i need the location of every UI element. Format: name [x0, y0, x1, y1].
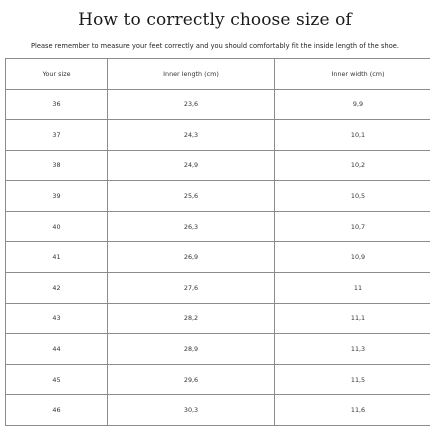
size-cell: 38 — [6, 150, 108, 181]
inner-length-cell: 26,9 — [108, 242, 275, 273]
inner-length-cell: 28,9 — [108, 334, 275, 365]
measurement-note: Please remember to measure your feet correctly and you should comfortably fit the inside length of the shoe. — [30, 42, 400, 50]
table-row — [6, 364, 430, 395]
table-row — [6, 211, 430, 242]
inner-width-cell: 10,9 — [275, 242, 430, 273]
inner-length-cell: 24,9 — [108, 150, 275, 181]
inner-width-cell: 11,1 — [275, 303, 430, 334]
size-cell: 42 — [6, 273, 108, 304]
inner-width-cell: 10,2 — [275, 150, 430, 181]
size-cell: 45 — [6, 364, 108, 395]
table-row — [6, 242, 430, 273]
table-row — [6, 181, 430, 212]
table-row — [6, 120, 430, 151]
inner-length-cell: 26,3 — [108, 211, 275, 242]
size-cell: 41 — [6, 242, 108, 273]
page-title: How to correctly choose size of — [78, 10, 352, 30]
size-cell: 39 — [6, 181, 108, 212]
column-header-inner-length: Inner length (cm) — [108, 59, 275, 90]
inner-length-cell: 29,6 — [108, 364, 275, 395]
inner-length-cell: 30,3 — [108, 395, 275, 426]
inner-length-cell: 25,6 — [108, 181, 275, 212]
size-cell: 37 — [6, 120, 108, 151]
inner-width-cell: 9,9 — [275, 89, 430, 120]
inner-length-cell: 24,3 — [108, 120, 275, 151]
inner-width-cell: 10,1 — [275, 120, 430, 151]
inner-width-cell: 10,7 — [275, 211, 430, 242]
inner-width-cell: 11,6 — [275, 395, 430, 426]
size-cell: 36 — [6, 89, 108, 120]
inner-length-cell: 28,2 — [108, 303, 275, 334]
size-cell: 44 — [6, 334, 108, 365]
size-cell: 46 — [6, 395, 108, 426]
table-row — [6, 303, 430, 334]
size-chart-table — [5, 58, 430, 426]
column-header-size: Your size — [6, 59, 108, 90]
table-row — [6, 273, 430, 304]
table-row — [6, 150, 430, 181]
inner-length-cell: 23,6 — [108, 89, 275, 120]
table-header-row — [6, 59, 430, 90]
inner-width-cell: 11 — [275, 273, 430, 304]
size-cell: 43 — [6, 303, 108, 334]
table-row — [6, 89, 430, 120]
column-header-inner-width: Inner width (cm) — [275, 59, 430, 90]
inner-length-cell: 27,6 — [108, 273, 275, 304]
size-cell: 40 — [6, 211, 108, 242]
inner-width-cell: 10,5 — [275, 181, 430, 212]
table-row — [6, 395, 430, 426]
table-row — [6, 334, 430, 365]
inner-width-cell: 11,3 — [275, 334, 430, 365]
inner-width-cell: 11,5 — [275, 364, 430, 395]
